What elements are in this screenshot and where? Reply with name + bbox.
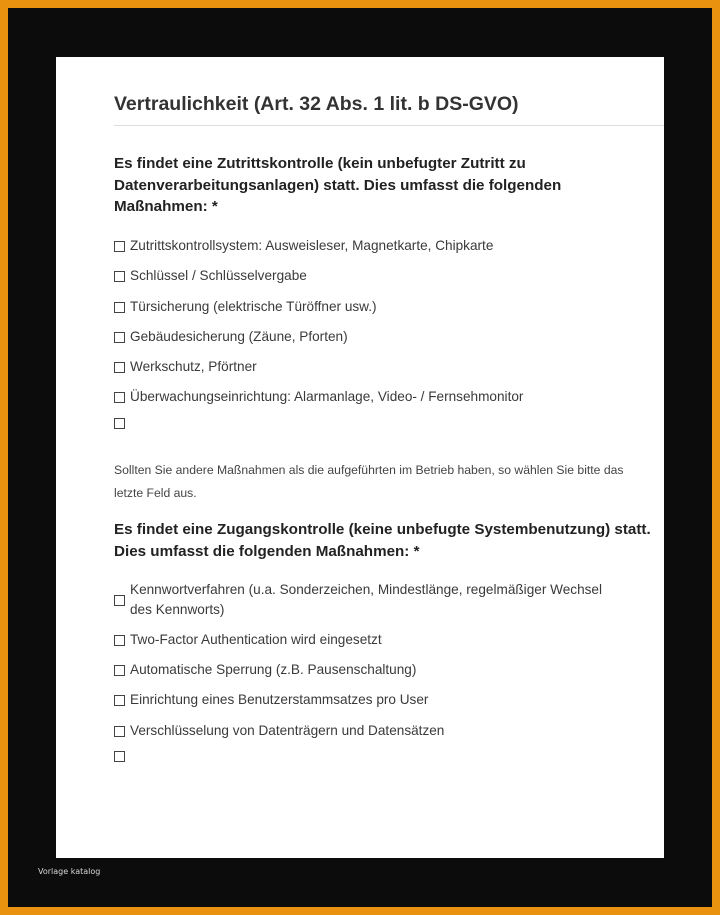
option-label: Einrichtung eines Benutzerstammsatzes pro User [130,692,429,707]
option-tuersicherung[interactable] [114,297,377,317]
option-schluessel[interactable] [114,266,307,286]
option-label-line: Kennwortverfahren (u.a. Sonderzeichen, Mindestlänge, regelmäßiger Wechsel [130,582,603,597]
question-line: Dies umfasst die folgenden Maßnahmen: * [114,542,420,560]
option-kennwortverfahren[interactable] [114,580,602,620]
option-zutrittskontrollsystem[interactable] [114,236,493,256]
question-access-control [114,153,561,218]
checkbox[interactable] [114,362,125,373]
option-label: Gebäudesicherung (Zäune, Pforten) [130,329,348,344]
option-automatische-sperrung[interactable] [114,660,416,680]
option-label-line: des Kennworts) [130,602,225,617]
title-divider [114,125,664,126]
option-label: Überwachungseinrichtung: Alarmanlage, Video- / Fernsehmonitor [130,389,524,404]
option-label: Schlüssel / Schlüsselvergabe [130,268,307,283]
checkbox[interactable] [114,595,125,606]
option-label: Two-Factor Authentication wird eingesetzt [130,632,382,647]
checkbox[interactable] [114,332,125,343]
option-label: Werkschutz, Pförtner [130,359,257,374]
hint-line: Sollten Sie andere Maßnahmen als die aufgeführten im Betrieb haben, so wählen Sie bitte das [114,463,624,477]
checkbox[interactable] [114,635,125,646]
option-two-factor[interactable] [114,630,382,650]
question-line: Es findet eine Zugangskontrolle (keine unbefugte Systembenutzung) statt. [114,521,651,538]
option-label: Automatische Sperrung (z.B. Pausenschaltung) [130,662,417,677]
checkbox[interactable] [114,271,125,282]
checkbox[interactable] [114,695,125,706]
hint-text [114,459,623,505]
option-other-access[interactable] [114,418,130,429]
checkbox[interactable] [114,726,125,737]
option-label [130,580,602,620]
option-benutzerstammsatz[interactable] [114,690,428,710]
option-werkschutz[interactable] [114,357,257,377]
checkbox[interactable] [114,392,125,403]
checkbox[interactable] [114,302,125,313]
option-ueberwachung[interactable] [114,387,523,407]
question-line: Maßnahmen: * [114,198,218,215]
option-gebaeudesicherung[interactable] [114,327,348,347]
checkbox[interactable] [114,751,125,762]
hint-line: letzte Feld aus. [114,486,197,500]
option-verschluesselung[interactable] [114,721,444,741]
form-page [56,57,664,858]
option-label: Türsicherung (elektrische Türöffner usw.) [130,299,377,314]
question-line: Datenverarbeitungsanlagen) statt. Dies umfasst die folgenden [114,176,562,194]
checkbox[interactable] [114,418,125,429]
form-title: Vertraulichkeit (Art. 32 Abs. 1 lit. b DS-GVO) [114,93,519,115]
option-label: Verschlüsselung von Datenträgern und Datensätzen [130,723,445,738]
option-label: Zutrittskontrollsystem: Ausweisleser, Magnetkarte, Chipkarte [130,238,494,253]
question-entry-control [114,519,651,562]
option-other-entry[interactable] [114,751,130,762]
checkbox[interactable] [114,241,125,252]
watermark-text: Vorlage katalog [38,867,101,876]
question-line: Es findet eine Zutrittskontrolle (kein unbefugter Zutritt zu [114,155,526,172]
checkbox[interactable] [114,665,125,676]
